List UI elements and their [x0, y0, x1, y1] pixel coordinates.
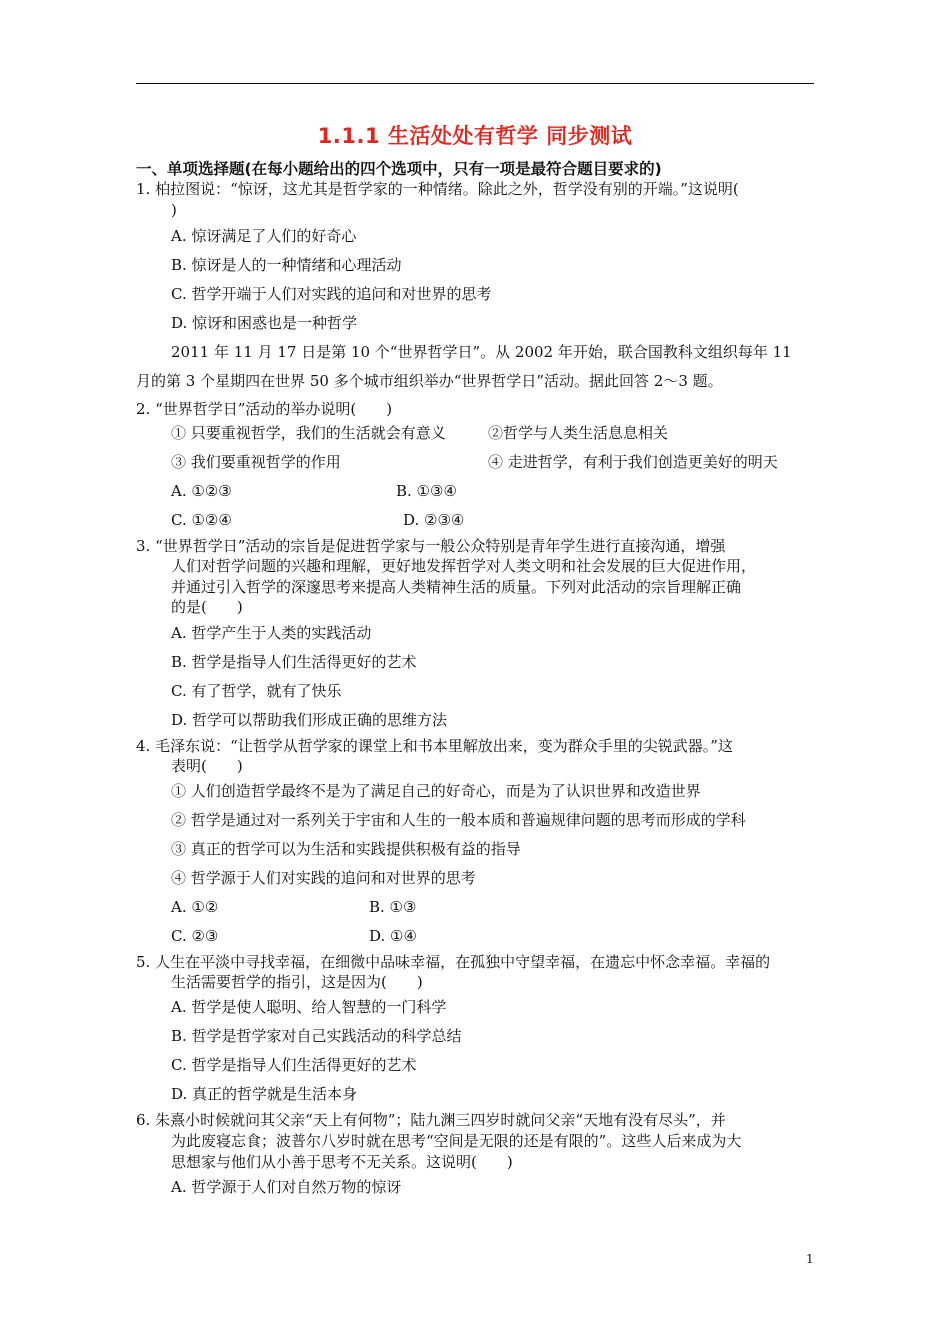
- q5-option-b: B. 哲学是哲学家对自己实践活动的科学总结: [171, 1027, 462, 1045]
- q4-option-b: B. ①③: [369, 898, 417, 916]
- q2-stem: 2. “世界哲学日”活动的举办说明( ): [136, 400, 393, 418]
- q2-option-d: D. ②③④: [403, 511, 465, 529]
- q5-option-d: D. 真正的哲学就是生活本身: [171, 1085, 358, 1103]
- q4-stem-line-1: 4. 毛泽东说：“让哲学从哲学家的课堂上和书本里解放出来，变为群众手里的尖锐武器。”这: [136, 737, 733, 755]
- q4-option-d: D. ①④: [369, 927, 417, 945]
- q4-option-c: C. ②③: [171, 927, 219, 945]
- q1-stem-line-1: 1. 柏拉图说：“惊讶，这尤其是哲学家的一种情绪。除此之外，哲学没有别的开端。”这说明(: [136, 180, 739, 198]
- q4-item-1: ① 人们创造哲学最终不是为了满足自己的好奇心，而是为了认识世界和改造世界: [171, 782, 701, 800]
- q1-option-a: A. 惊讶满足了人们的好奇心: [171, 227, 357, 245]
- q2-option-b: B. ①③④: [396, 482, 457, 500]
- q6-stem-line-1: 6. 朱熹小时候就问其父亲“天上有何物”；陆九渊三四岁时就问父亲“天地有没有尽头”，并: [136, 1111, 726, 1129]
- q3-stem-line-3: 并通过引入哲学的深邃思考来提高人类精神生活的质量。下列对此活动的宗旨理解正确: [171, 578, 742, 596]
- q5-stem-line-1: 5. 人生在平淡中寻找幸福，在细微中品味幸福，在孤独中守望幸福，在遗忘中怀念幸福。幸福的: [136, 953, 771, 971]
- q4-item-3: ③ 真正的哲学可以为生活和实践提供积极有益的指导: [171, 840, 521, 858]
- q4-option-a: A. ①②: [171, 898, 219, 916]
- q2-item-2: ②哲学与人类生活息息相关: [488, 424, 669, 442]
- q5-option-a: A. 哲学是使人聪明、给人智慧的一门科学: [171, 998, 447, 1016]
- q4-stem-line-2: 表明( ): [171, 757, 243, 775]
- q1-option-b: B. 惊讶是人的一种情绪和心理活动: [171, 256, 402, 274]
- q3-stem-line-1: 3. “世界哲学日”活动的宗旨是促进哲学家与一般公众特别是青年学生进行直接沟通，增强: [136, 537, 726, 555]
- q3-stem-line-4: 的是( ): [171, 598, 243, 616]
- q3-stem-line-2: 人们对哲学问题的兴趣和理解，更好地发挥哲学对人类文明和社会发展的巨大促进作用，: [171, 557, 757, 575]
- q2-option-a: A. ①②③: [171, 482, 232, 500]
- q6-stem-line-2: 为此废寝忘食；波普尔八岁时就在思考“空间是无限的还是有限的”。这些人后来成为大: [171, 1132, 742, 1150]
- section-heading: 一、单项选择题(在每小题给出的四个选项中，只有一项是最符合题目要求的): [136, 160, 662, 178]
- q6-stem-line-3: 思想家与他们从小善于思考不无关系。这说明( ): [171, 1153, 513, 1171]
- q4-item-4: ④ 哲学源于人们对实践的追问和对世界的思考: [171, 869, 476, 887]
- page-number: 1: [806, 1252, 814, 1266]
- page-title: 1.1.1 生活处处有哲学 同步测试: [317, 124, 633, 148]
- q5-stem-line-2: 生活需要哲学的指引，这是因为( ): [171, 973, 423, 991]
- material-line-1: 2011 年 11 月 17 日是第 10 个“世界哲学日”。从 2002 年开始，联合国教科文组织每年 11: [171, 343, 792, 361]
- q2-item-3: ③ 我们要重视哲学的作用: [171, 453, 341, 471]
- q1-option-c: C. 哲学开端于人们对实践的追问和对世界的思考: [171, 285, 492, 303]
- q4-item-2: ② 哲学是通过对一系列关于宇宙和人生的一般本质和普遍规律问题的思考而形成的学科: [171, 811, 746, 829]
- q1-option-d: D. 惊讶和困惑也是一种哲学: [171, 314, 358, 332]
- q2-option-c: C. ①②④: [171, 511, 232, 529]
- material-line-2: 月的第 3 个星期四在世界 50 多个城市组织举办“世界哲学日”活动。据此回答 2～3 题。: [136, 372, 723, 390]
- q3-option-b: B. 哲学是指导人们生活得更好的艺术: [171, 653, 417, 671]
- q2-item-4: ④ 走进哲学，有利于我们创造更美好的明天: [488, 453, 778, 471]
- q2-item-1: ① 只要重视哲学，我们的生活就会有意义: [171, 424, 446, 442]
- q5-option-c: C. 哲学是指导人们生活得更好的艺术: [171, 1056, 417, 1074]
- q6-option-a: A. 哲学源于人们对自然万物的惊讶: [171, 1178, 402, 1196]
- q1-stem-line-2: ): [171, 201, 177, 219]
- q3-option-c: C. 有了哲学，就有了快乐: [171, 682, 342, 700]
- q3-option-a: A. 哲学产生于人类的实践活动: [171, 624, 372, 642]
- header-rule: [136, 83, 814, 84]
- q3-option-d: D. 哲学可以帮助我们形成正确的思维方法: [171, 711, 448, 729]
